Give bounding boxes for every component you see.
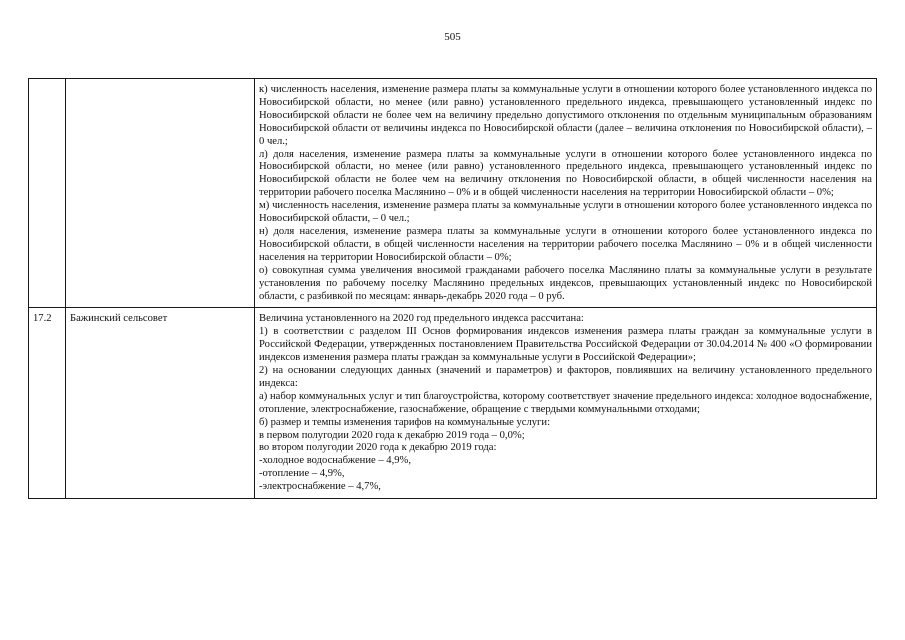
table-row xyxy=(29,79,877,308)
paragraph: во втором полугодии 2020 года к декабрю 2019 года: xyxy=(259,442,497,454)
paragraph: -холодное водоснабжение – 4,9%, xyxy=(259,455,411,467)
paragraph: Величина установленного на 2020 год предельного индекса рассчитана: xyxy=(259,313,584,325)
paragraph: -электроснабжение – 4,7%, xyxy=(259,481,381,493)
paragraph: к) численность населения, изменение размера платы за коммунальные услуги в отношении которого более установленного индекса по Новосибирской области, но менее (или равно) установленного предельного индекса, превышающего установленный индекс по Новосибирской области не более чем на величину предельно допустимого отклонения по отдельным муниципальным образованиям Новосибирской области от величины индекса по Новосибирской области (далее – величина отклонения по Новосибирской области), – 0 чел.; xyxy=(259,84,872,147)
row-number-cell xyxy=(29,79,66,308)
index-table xyxy=(28,78,877,499)
paragraph: а) набор коммунальных услуг и тип благоустройства, которому соответствует значение предельного индекса: холодное водоснабжение, отопление, электроснабжение, газоснабжение, обращение с твердыми коммунальными отходами; xyxy=(259,390,872,415)
paragraph: о) совокупная сумма увеличения вносимой гражданами рабочего поселка Маслянино платы за коммунальные услуги в результате установления по рабочему поселку Маслянино предельных индексов, превышающих установленный индекс по Новосибирской области, с разбивкой по месяцам: январь-декабрь 2020 года – 0 руб. xyxy=(259,264,872,302)
description-cell xyxy=(255,79,877,308)
paragraph: м) численность населения, изменение размера платы за коммунальные услуги в отношении которого более установленного индекса по Новосибирской области, – 0 чел.; xyxy=(259,200,872,225)
paragraph: -отопление – 4,9%, xyxy=(259,468,345,480)
description-cell xyxy=(255,308,877,499)
municipality-name-cell xyxy=(66,79,255,308)
paragraph: б) размер и темпы изменения тарифов на коммунальные услуги: xyxy=(259,416,551,428)
page-number: 505 xyxy=(444,31,461,43)
paragraph: л) доля населения, изменение размера платы за коммунальные услуги в отношении которого более установленного индекса по Новосибирской области, но менее (или равно) установленного предельного индекса, превышающего установленный индекс по Новосибирской области не более чем на величину отклонения по Новосибирской области, в общей численности населения на территории рабочего поселка Маслянино – 0% и в общей численности населения на территории Новосибирской области – 0%; xyxy=(259,148,872,199)
paragraph: в первом полугодии 2020 года к декабрю 2019 года – 0,0%; xyxy=(259,429,525,441)
table-row xyxy=(29,308,877,499)
municipality-name-cell: Бажинский сельсовет xyxy=(66,308,255,499)
paragraph: 2) на основании следующих данных (значений и параметров) и факторов, повлиявших на величину установленного предельного индекса: xyxy=(259,365,872,389)
row-number-cell: 17.2 xyxy=(29,308,66,499)
paragraph: н) доля населения, изменение размера платы за коммунальные услуги в отношении которого более установленного индекса по Новосибирской области, в общей численности населения на территории рабочего поселка Маслянино – 0% и в общей численности населения на территории Новосибирской области – 0%; xyxy=(259,225,872,263)
paragraph: 1) в соответствии с разделом III Основ формирования индексов изменения размера платы граждан за коммунальные услуги в Российской Федерации, утвержденных постановлением Правительства Российской Федерации от 30.04.2014 № 400 «О формировании индексов изменения размера платы граждан за коммунальные услуги в Российской Федерации»; xyxy=(259,326,872,364)
